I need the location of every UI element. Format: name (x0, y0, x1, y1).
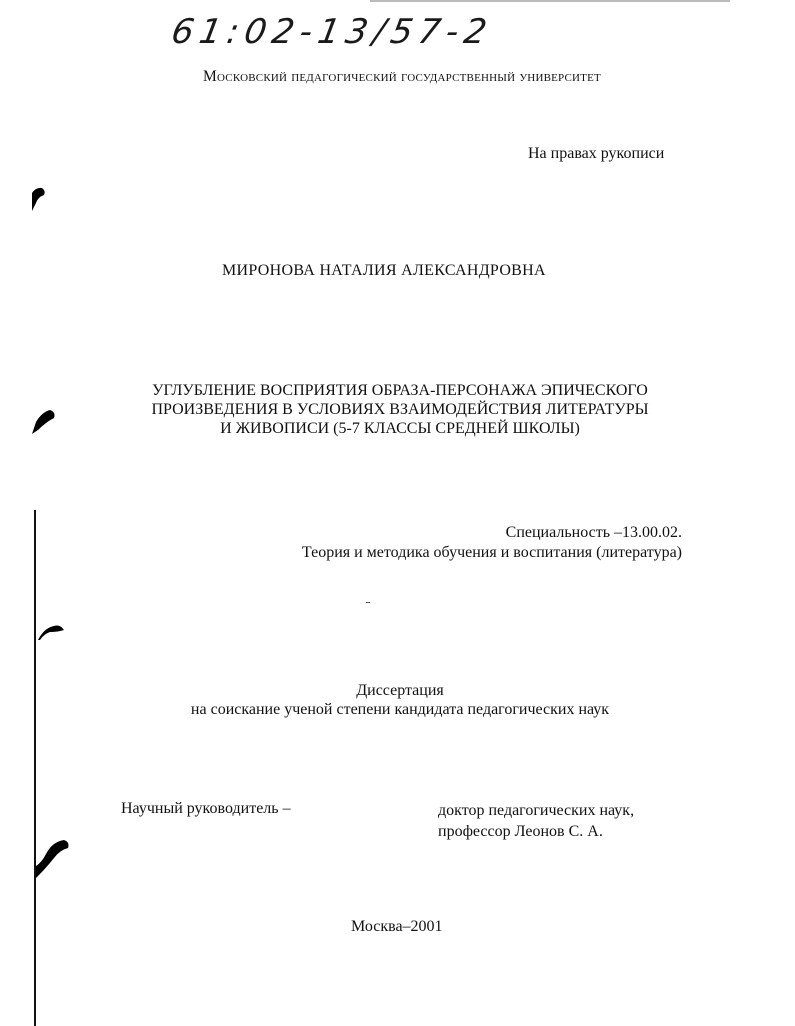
scan-speck (366, 602, 370, 603)
dissertation-block (150, 681, 650, 719)
university-name: Московский педагогический государственный университет (203, 68, 601, 85)
supervisor-info (438, 800, 634, 842)
city-year: Москва–2001 (351, 918, 443, 935)
supervisor-name: профессор Леонов С. А. (438, 823, 603, 840)
supervisor-label: Научный руководитель – (121, 800, 291, 817)
supervisor-degree: доктор педагогических наук, (438, 802, 635, 819)
binding-mark-icon (34, 832, 74, 882)
binding-mark-icon (36, 622, 68, 644)
handwritten-code: 61:02-13/57-2 (168, 12, 496, 52)
title-line: ПРОИЗВЕДЕНИЯ В УСЛОВИЯХ ВЗАИМОДЕЙСТВИЯ ЛИТЕРАТУРЫ (151, 401, 649, 418)
author-name: МИРОНОВА НАТАЛИЯ АЛЕКСАНДРОВНА (222, 262, 546, 279)
degree-sought: на соискание ученой степени кандидата педагогических наук (190, 701, 610, 718)
title-line: УГЛУБЛЕНИЕ ВОСПРИЯТИЯ ОБРАЗА-ПЕРСОНАЖА ЭПИЧЕСКОГО (152, 382, 648, 399)
scan-edge-line (370, 0, 730, 2)
dissertation-label: Диссертация (356, 682, 444, 699)
specialty-code: Специальность –13.00.02. (505, 524, 682, 541)
binding-edge-line (34, 510, 36, 1026)
title-line: И ЖИВОПИСИ (5-7 КЛАССЫ СРЕДНЕЙ ШКОЛЫ) (220, 420, 580, 437)
manuscript-note: На правах рукописи (528, 145, 665, 162)
binding-mark-icon (28, 185, 52, 215)
specialty-block (240, 523, 682, 563)
binding-mark-icon (28, 404, 62, 436)
specialty-name: Теория и методика обучения и воспитания (литература) (301, 544, 682, 561)
dissertation-title (100, 381, 700, 438)
